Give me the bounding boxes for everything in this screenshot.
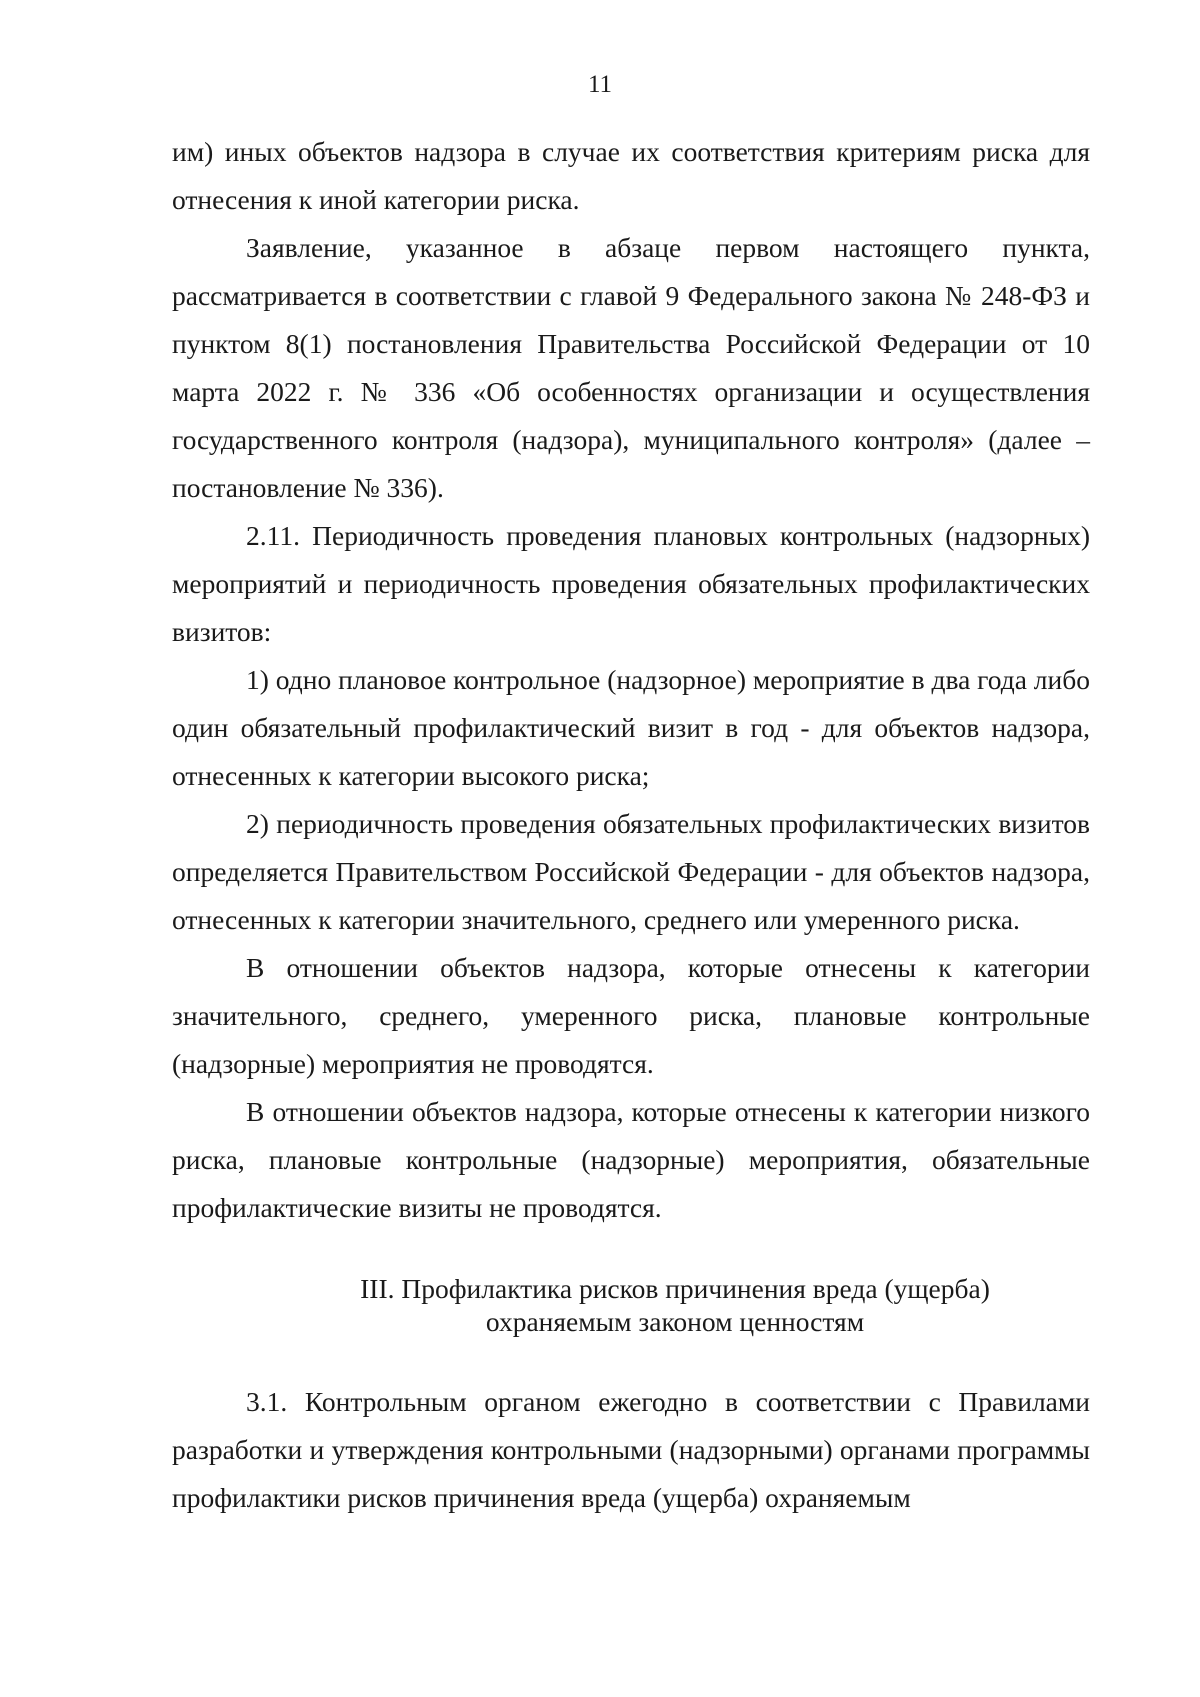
paragraph-2-11: 2.11. Периодичность проведения плановых контрольных (надзорных) мероприятий и периодичность проведения обязательных профилактических визитов:	[172, 520, 1090, 647]
paragraph-item-1: 1) одно плановое контрольное (надзорное) мероприятие в два года либо один обязательный профилактический визит в год - для объектов надзора, отнесенных к категории высокого риска;	[172, 664, 1090, 791]
paragraph-3-1: 3.1. Контрольным органом ежегодно в соответствии с Правилами разработки и утверждения контрольными (надзорными) органами программы профилактики рисков причинения вреда (ущерба) охраняемым	[172, 1386, 1090, 1513]
section-heading-line-1: III. Профилактика рисков причинения вреда (ущерба)	[360, 1273, 990, 1304]
document-body	[172, 128, 1090, 1522]
section-heading	[172, 1272, 1090, 1338]
paragraph-low-risk: В отношении объектов надзора, которые отнесены к категории низкого риска, плановые контрольные (надзорные) мероприятия, обязательные профилактические визиты не проводятся.	[172, 1096, 1090, 1223]
section-heading-line-2: охраняемым законом ценностям	[485, 1306, 865, 1337]
paragraph-item-2: 2) периодичность проведения обязательных профилактических визитов определяется Правительством Российской Федерации - для объектов надзора, отнесенных к категории значительного, среднего или умеренного риска.	[172, 808, 1090, 935]
paragraph-continuation: им) иных объектов надзора в случае их соответствия критериям риска для отнесения к иной категории риска.	[172, 136, 1090, 215]
paragraph-significant-risk: В отношении объектов надзора, которые отнесены к категории значительного, среднего, умеренного риска, плановые контрольные (надзорные) мероприятия не проводятся.	[172, 952, 1090, 1079]
paragraph-application-review: Заявление, указанное в абзаце первом настоящего пункта, рассматривается в соответствии с главой 9 Федерального закона № 248-ФЗ и пунктом 8(1) постановления Правительства Российской Федерации от 10 марта 2022 г. № 336 «Об особенностях организации и осуществления государственного контроля (надзора), муниципального контроля» (далее – постановление № 336).	[172, 232, 1090, 503]
page-number: 11	[587, 71, 613, 98]
